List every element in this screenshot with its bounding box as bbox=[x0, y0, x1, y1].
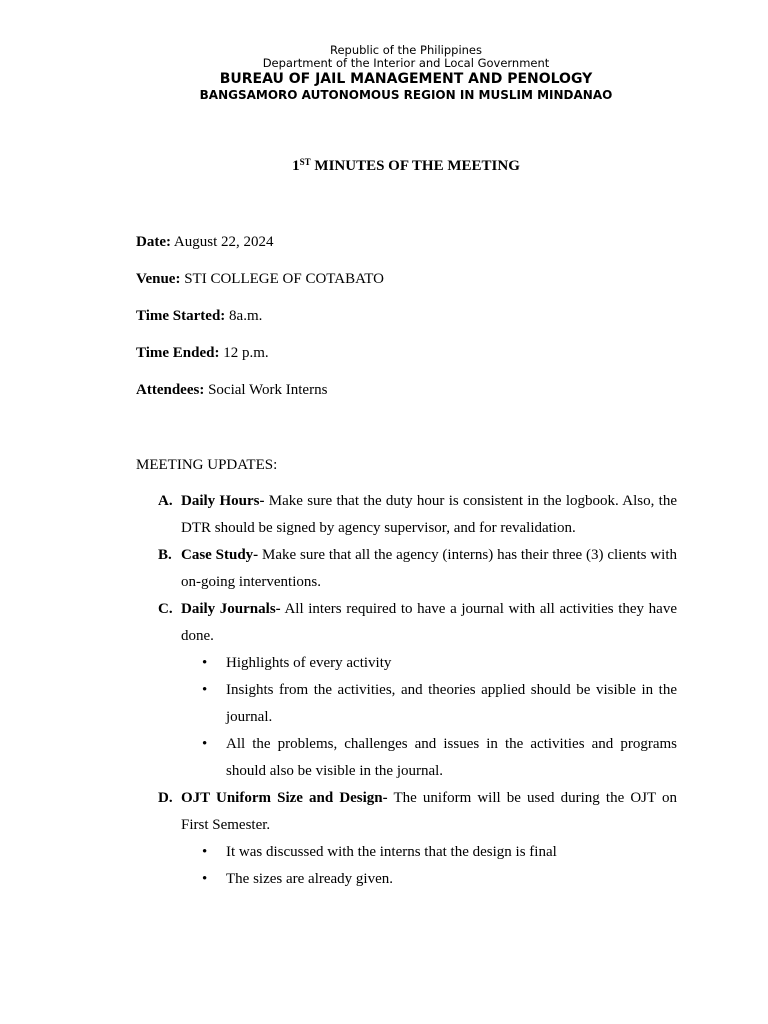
title-number: 1 bbox=[292, 158, 300, 174]
bullet-item bbox=[181, 839, 677, 866]
time-started-label: Time Started: bbox=[136, 308, 226, 324]
header-republic: Republic of the Philippines bbox=[329, 43, 483, 57]
header-bureau: BUREAU OF JAIL MANAGEMENT AND PENOLOGY bbox=[219, 71, 593, 87]
document-title bbox=[0, 157, 768, 175]
meeting-updates-list bbox=[136, 488, 677, 893]
meta-date bbox=[136, 233, 274, 251]
bullet-text: The sizes are already given. bbox=[226, 871, 393, 887]
meta-attendees bbox=[136, 381, 327, 399]
bullet-item bbox=[181, 731, 677, 785]
bullet-item bbox=[181, 650, 677, 677]
date-value: August 22, 2024 bbox=[170, 234, 274, 250]
item-label: Daily Hours- bbox=[181, 493, 265, 509]
bullet-text: All the problems, challenges and issues in the activities and programs should also be visible in the journal. bbox=[226, 736, 677, 779]
item-text: Make sure that the duty hour is consistent in the logbook. Also, the DTR should be signed by agency supervisor, and for revalidation. bbox=[181, 493, 677, 536]
bullet-list bbox=[181, 839, 677, 893]
bullet-item bbox=[181, 677, 677, 731]
update-item-ojt-uniform bbox=[136, 785, 677, 893]
time-ended-value: 12 p.m. bbox=[219, 345, 269, 361]
item-text: The uniform will be used during the OJT on First Semester. bbox=[181, 790, 677, 833]
item-letter: D. bbox=[158, 790, 173, 806]
header-department: Department of the Interior and Local Government bbox=[262, 56, 550, 70]
bullet-text: Highlights of every activity bbox=[226, 655, 392, 671]
attendees-value: Social Work Interns bbox=[204, 382, 328, 398]
item-label: Daily Journals- bbox=[181, 601, 281, 617]
bullet-dot: • bbox=[202, 871, 208, 887]
update-item-daily-journals bbox=[136, 596, 677, 785]
item-letter: A. bbox=[158, 493, 173, 509]
bullet-text: Insights from the activities, and theories applied should be visible in the journal. bbox=[226, 682, 677, 725]
item-letter: C. bbox=[158, 601, 173, 617]
bullet-list bbox=[181, 650, 677, 785]
title-ordinal-suffix: ST bbox=[299, 157, 311, 167]
attendees-label: Attendees: bbox=[136, 382, 205, 398]
document-header bbox=[0, 44, 768, 103]
meta-time-started bbox=[136, 307, 262, 325]
bullet-dot: • bbox=[202, 844, 208, 860]
item-letter: B. bbox=[158, 547, 172, 563]
update-item-daily-hours bbox=[136, 488, 677, 542]
bullet-text: It was discussed with the interns that the design is final bbox=[226, 844, 557, 860]
venue-value: STI COLLEGE OF COTABATO bbox=[180, 271, 384, 287]
title-text: MINUTES OF THE MEETING bbox=[310, 158, 520, 174]
meeting-updates-heading: MEETING UPDATES: bbox=[136, 457, 278, 473]
meta-time-ended bbox=[136, 344, 269, 362]
bullet-item bbox=[181, 866, 677, 893]
bullet-dot: • bbox=[202, 736, 208, 752]
date-label: Date: bbox=[136, 234, 171, 250]
venue-label: Venue: bbox=[136, 271, 181, 287]
time-started-value: 8a.m. bbox=[225, 308, 263, 324]
update-item-case-study bbox=[136, 542, 677, 596]
time-ended-label: Time Ended: bbox=[136, 345, 220, 361]
header-region: BANGSAMORO AUTONOMOUS REGION IN MUSLIM MINDANAO bbox=[199, 88, 613, 102]
item-label: Case Study- bbox=[181, 547, 259, 563]
bullet-dot: • bbox=[202, 655, 208, 671]
meta-venue bbox=[136, 270, 384, 288]
item-label: OJT Uniform Size and Design- bbox=[181, 790, 388, 806]
item-text: Make sure that all the agency (interns) has their three (3) clients with on-going interventions. bbox=[181, 547, 677, 590]
bullet-dot: • bbox=[202, 682, 208, 698]
item-text: All inters required to have a journal with all activities they have done. bbox=[181, 601, 678, 644]
